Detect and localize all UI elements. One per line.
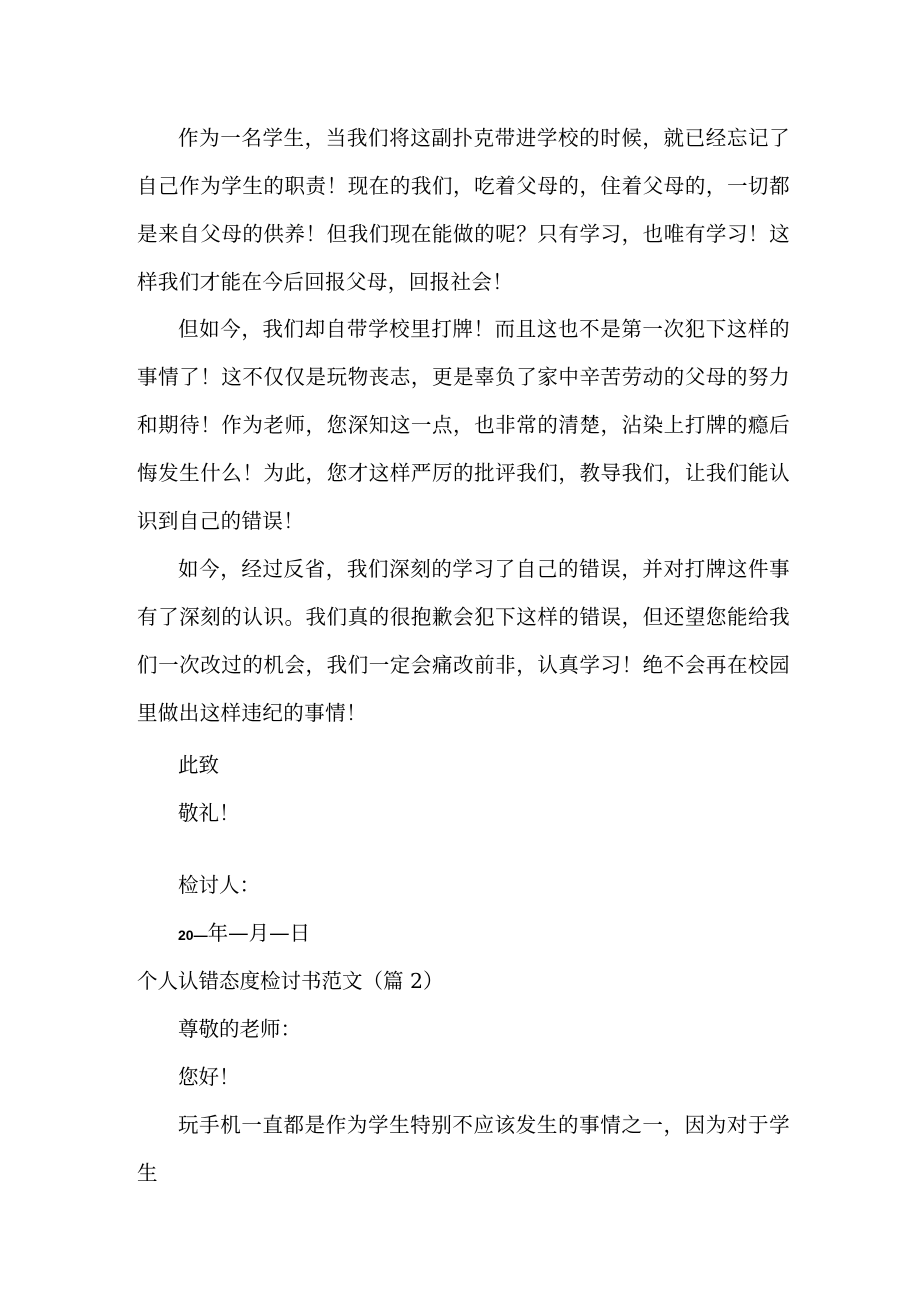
date-remainder: 年—月—日 bbox=[207, 921, 311, 945]
body-paragraph-1: 作为一名学生，当我们将这副扑克带进学校的时候，就已经忘记了自己作为学生的职责！现在的我们，吃着父母的，住着父母的，一切都是来自父母的供养！但我们现在能做的呢？只有学习，也唯有学习！这样我们才能在今后回报父母，回报社会！ bbox=[137, 126, 790, 294]
closing-line-2: 敬礼！ bbox=[178, 801, 240, 825]
salutation: 尊敬的老师： bbox=[178, 1017, 301, 1041]
body-paragraph-4: 玩手机一直都是作为学生特别不应该发生的事情之一，因为对于学生 bbox=[137, 1113, 790, 1185]
closing-line-1: 此致 bbox=[178, 753, 219, 777]
greeting: 您好！ bbox=[178, 1065, 240, 1089]
date-line bbox=[178, 909, 310, 959]
body-paragraph-3: 如今，经过反省，我们深刻的学习了自己的错误，并对打牌这件事有了深刻的认识。我们真的很抱歉会犯下这样的错误，但还望您能给我们一次改过的机会，我们一定会痛改前非，认真学习！绝不会再在校园里做出这样违纪的事情！ bbox=[137, 557, 790, 725]
date-year-prefix: 20— bbox=[178, 927, 208, 943]
section-title: 个人认错态度检讨书范文（篇 2） bbox=[137, 969, 444, 993]
body-paragraph-2: 但如今，我们却自带学校里打牌！而且这也不是第一次犯下这样的事情了！这不仅仅是玩物丧志，更是辜负了家中辛苦劳动的父母的努力和期待！作为老师，您深知这一点，也非常的清楚，沾染上打牌的瘾后悔发生什么！为此，您才这样严厉的批评我们，教导我们，让我们能认识到自己的错误！ bbox=[137, 317, 790, 533]
signer-label: 检讨人： bbox=[178, 873, 260, 897]
